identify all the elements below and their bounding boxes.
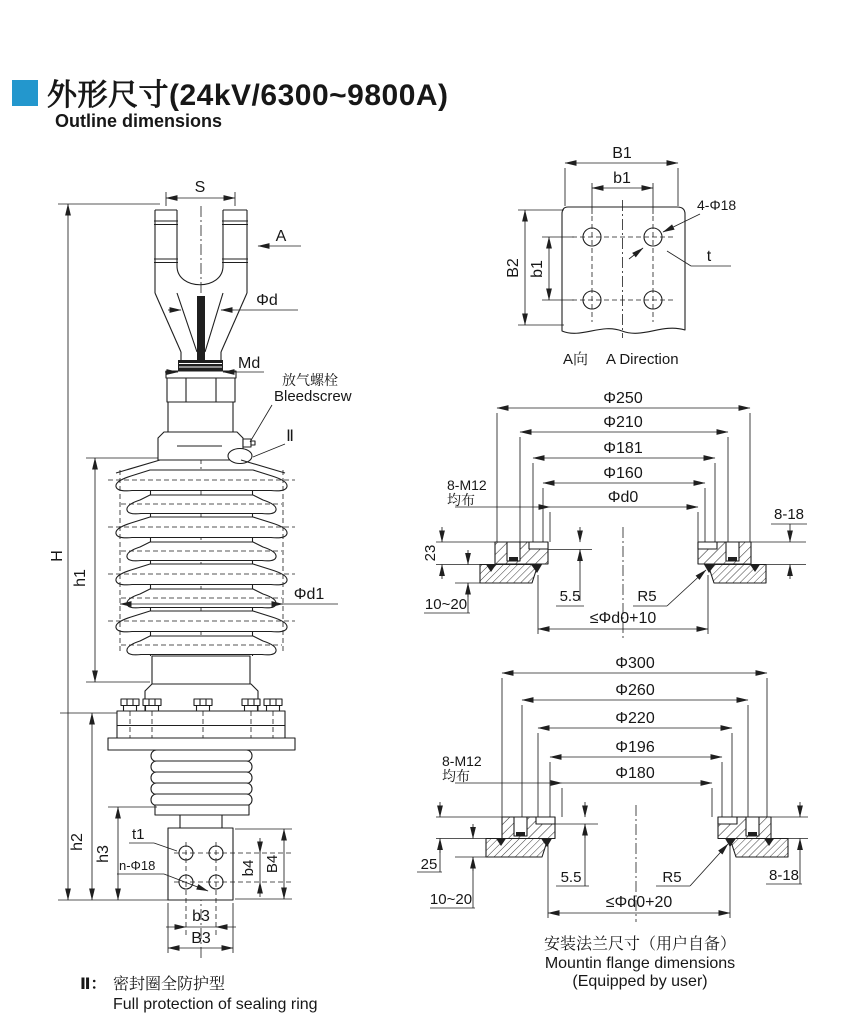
- dim-r5-label: R5: [662, 869, 682, 886]
- dim-5-5-lower: [556, 802, 589, 886]
- dim-phi180: [455, 765, 712, 783]
- dim-phi160-label: Φ160: [603, 465, 643, 482]
- page-title: 外形尺寸(24kV/6300~9800A): [47, 79, 449, 112]
- dim-b1-left-label: b1: [529, 260, 546, 278]
- dim-phid0: [455, 489, 698, 507]
- dim-b3: [166, 908, 236, 927]
- dim-10-20-label: 10~20: [424, 596, 468, 613]
- dim-phi260: [522, 682, 748, 700]
- dim-h3-label: h3: [95, 845, 112, 863]
- hex-nut: [167, 378, 235, 402]
- bottom-terminal: [168, 828, 233, 900]
- dim-n-phi18-label: n-Φ18: [119, 858, 156, 873]
- callout-r5-upper: [633, 570, 706, 606]
- dim-b4: [240, 838, 260, 897]
- sealing-ring: [228, 449, 252, 464]
- dim-md-label: Md: [238, 355, 261, 372]
- dim-phi210-label: Φ210: [603, 414, 643, 431]
- conductor-stem: [197, 296, 205, 360]
- bleedscrew-label-en: Bleedscrew: [274, 388, 352, 405]
- dim-phi210: [520, 414, 728, 432]
- section-mark-callout: [253, 428, 294, 457]
- lower-flange-section: [417, 655, 808, 990]
- dim-phi-d: [168, 292, 298, 310]
- dim-phi181: [533, 440, 715, 458]
- dim-phi300-label: Φ300: [615, 655, 655, 672]
- thickness-label: t: [706, 248, 712, 265]
- bolt-spec-line1: 8-M12: [447, 477, 487, 493]
- mounting-flange: [117, 711, 285, 738]
- dim-phi220-label: Φ220: [615, 710, 655, 727]
- a-direction-view: [505, 145, 736, 368]
- user-flange-plate: [486, 839, 788, 858]
- dim-8-18-label: 8-18: [768, 867, 800, 884]
- dim-bore-lower-label: ≤Φd0+20: [605, 894, 673, 911]
- bleed-screw: [243, 439, 251, 447]
- dim-25-label: 25: [420, 856, 438, 873]
- caption-en2: (Equipped by user): [572, 973, 708, 990]
- dim-8-18-label: 8-18: [773, 506, 805, 523]
- dim-phi260-label: Φ260: [615, 682, 655, 699]
- dim-phi196-label: Φ196: [615, 739, 655, 756]
- dim-h1-label: h1: [72, 569, 89, 587]
- head-assembly: [116, 360, 285, 473]
- flange-base-plate: [108, 738, 295, 750]
- dim-phi181-label: Φ181: [603, 440, 643, 457]
- callout-r5-lower: [656, 844, 728, 886]
- dim-h2-label: h2: [69, 833, 86, 851]
- note-en: Full protection of sealing ring: [113, 996, 318, 1013]
- dim-t1-label: t1: [132, 826, 145, 843]
- terminal-tenon: [180, 815, 222, 828]
- view-arrow-A: [258, 228, 301, 246]
- insulator-sheds: [108, 470, 295, 656]
- dim-phi180-label: Φ180: [615, 765, 655, 782]
- a-view-caption-en: A Direction: [606, 351, 679, 368]
- note-mark: Ⅱ：: [80, 976, 107, 993]
- dim-5-5-label: 5.5: [559, 588, 581, 605]
- bellows-collar: [155, 805, 249, 815]
- caption-en1: Mountin flange dimensions: [544, 955, 736, 972]
- upper-flange-section: [422, 390, 807, 638]
- dim-B2-label: B2: [505, 258, 522, 278]
- dim-phid0-label: Φd0: [607, 489, 639, 506]
- dim-phi196: [550, 739, 722, 757]
- dim-10-20-label: 10~20: [429, 891, 473, 908]
- bellows: [151, 750, 252, 806]
- dim-phi-d1-label: Φd1: [293, 586, 325, 603]
- thread-collar: [178, 360, 223, 371]
- upper-cylinder: [168, 402, 233, 432]
- dim-8-18-upper: [771, 506, 807, 579]
- dim-r5-label: R5: [637, 588, 657, 605]
- dim-s-label: S: [194, 179, 206, 196]
- bolt-spec-line2: 均布: [442, 768, 470, 784]
- dim-B4-label: B4: [264, 854, 281, 874]
- dim-25: [417, 802, 442, 873]
- dim-phi-d-label: Φd: [256, 292, 278, 309]
- a-view-caption-cn: A向: [563, 351, 589, 368]
- dim-bore-upper-label: ≤Φd0+10: [589, 610, 657, 627]
- page-subtitle: Outline dimensions: [55, 111, 223, 131]
- dim-5-5-upper: [556, 527, 584, 606]
- lower-body: [108, 656, 295, 935]
- lower-cylinder: [152, 656, 250, 684]
- pad-plate: [562, 207, 685, 333]
- dim-phi300: [502, 655, 767, 673]
- dim-B3-label: B3: [191, 930, 211, 947]
- dim-S: [166, 179, 235, 206]
- bushing-flange-ring: [502, 817, 771, 839]
- main-view: [49, 179, 352, 1013]
- bleedscrew-callout: [250, 372, 352, 442]
- dim-phi220: [538, 710, 732, 728]
- dim-phi250: [497, 390, 750, 408]
- dim-b4-label: b4: [240, 859, 257, 877]
- dim-b1-top-label: b1: [613, 170, 631, 187]
- dim-phi160: [543, 465, 705, 483]
- holes-label: 4-Φ18: [697, 197, 737, 213]
- dim-23-label: 23: [422, 544, 439, 562]
- dim-5-5-label: 5.5: [560, 869, 582, 886]
- view-arrow-label: A: [275, 228, 287, 245]
- sealing-note: [80, 975, 318, 1013]
- section-mark-label: Ⅱ: [286, 428, 294, 445]
- dim-23: [422, 527, 442, 579]
- bleedscrew-label-cn: 放气螺栓: [282, 372, 338, 388]
- dim-b3-label: b3: [192, 908, 210, 925]
- bolt-spec-line1: 8-M12: [442, 753, 482, 769]
- dim-phi250-label: Φ250: [603, 390, 643, 407]
- dim-B1-label: B1: [612, 145, 632, 162]
- lower-flange-caption: [544, 935, 736, 990]
- dim-h-label: H: [49, 550, 66, 562]
- caption-cn: 安装法兰尺寸（用户自备）: [543, 936, 737, 953]
- note-cn: 密封圈全防护型: [113, 976, 226, 993]
- dim-h3: [95, 807, 157, 900]
- bolt-spec-line2: 均布: [447, 492, 475, 508]
